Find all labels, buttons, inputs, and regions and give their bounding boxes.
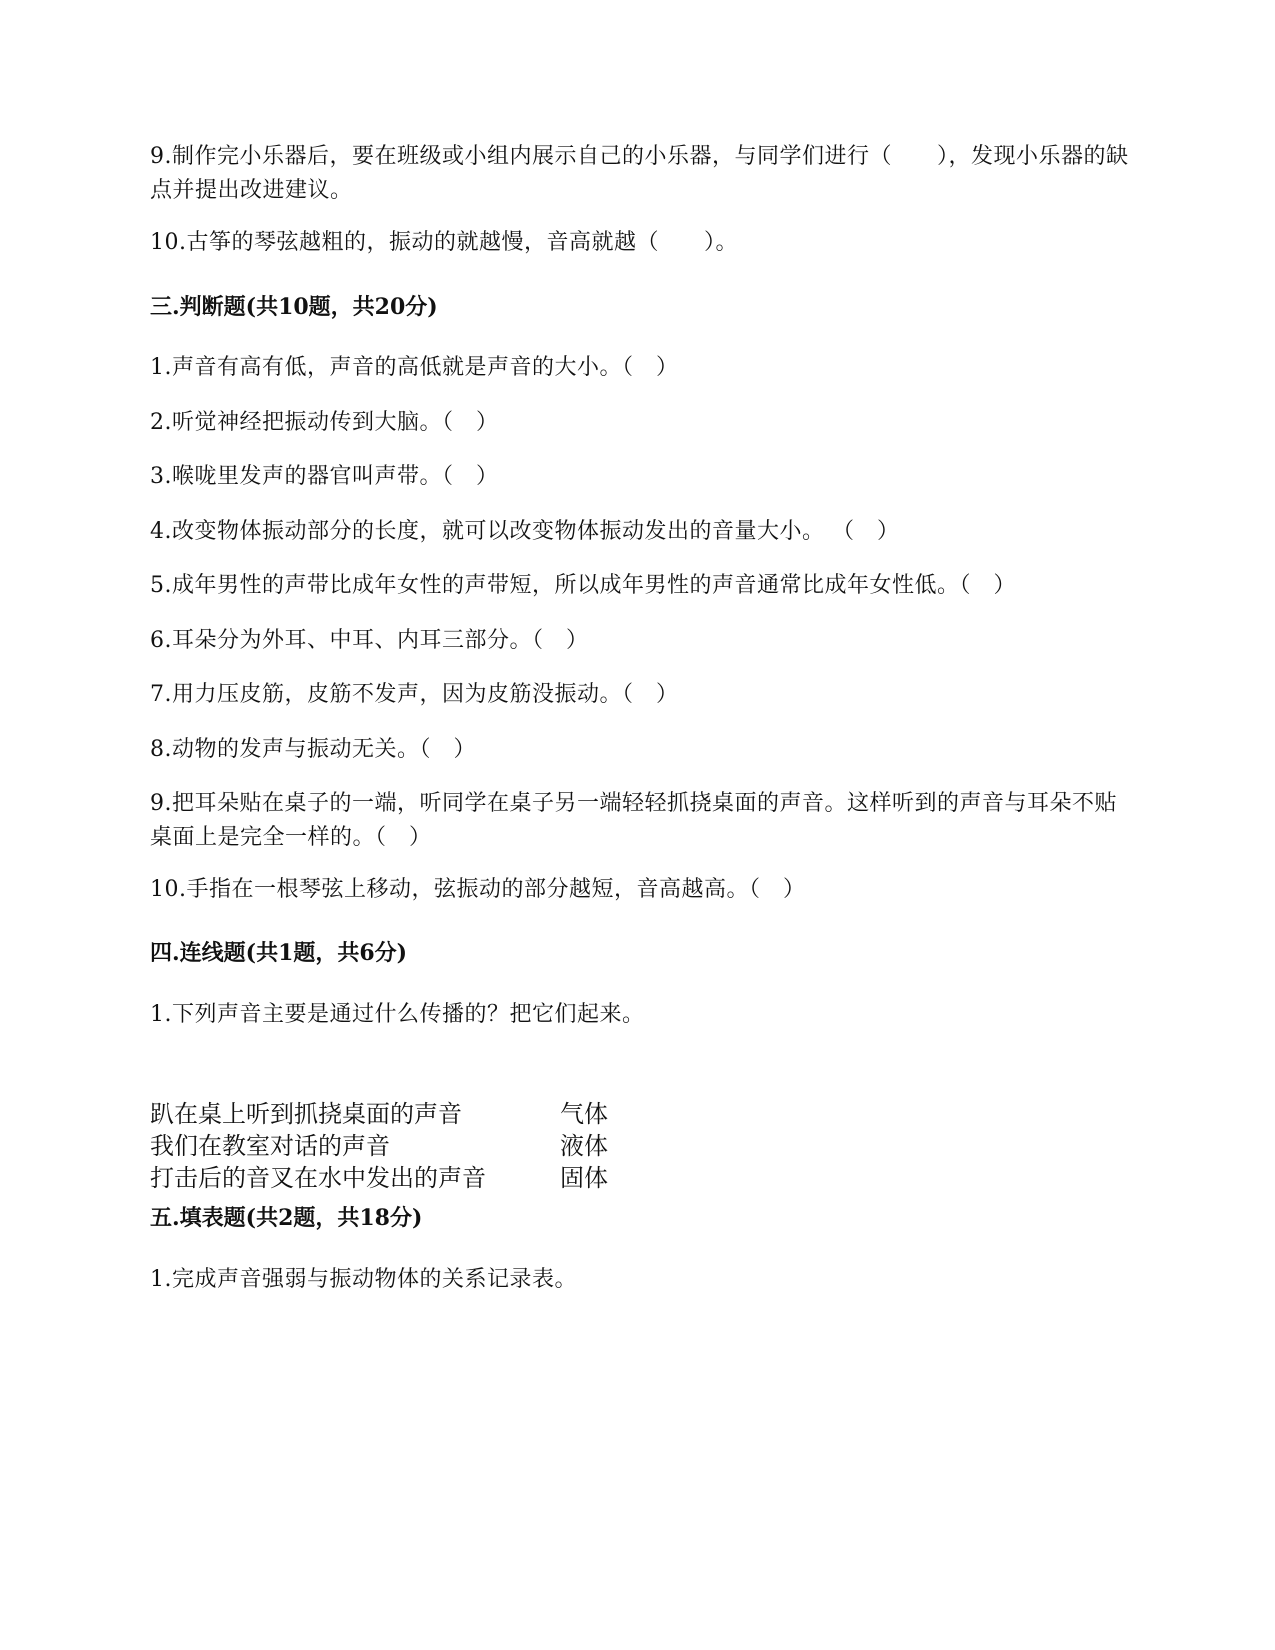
match-left-item: 打击后的音叉在水中发出的声音 xyxy=(150,1164,486,1192)
judge-question-3: 3.喉咙里发声的器官叫声带。（ ） xyxy=(150,464,499,489)
fill-question-9: 9.制作完小乐器后，要在班级或小组内展示自己的小乐器，与同学们进行（ ），发现小乐器的缺点并提出改进建议。 xyxy=(150,144,1129,203)
section-heading-judge: 三.判断题(共10题，共20分) xyxy=(150,294,438,320)
judge-question-5: 5.成年男性的声带比成年女性的声带短，所以成年男性的声音通常比成年女性低。（ ） xyxy=(150,573,1016,598)
judge-question-2: 2.听觉神经把振动传到大脑。（ ） xyxy=(150,410,499,435)
match-question-1: 1.下列声音主要是通过什么传播的？把它们起来。 xyxy=(150,1002,645,1027)
judge-question-1: 1.声音有高有低，声音的高低就是声音的大小。（ ） xyxy=(150,355,679,380)
match-right-item: 液体 xyxy=(560,1132,608,1160)
section-heading-match: 四.连线题(共1题，共6分) xyxy=(150,940,408,966)
judge-question-10: 10.手指在一根琴弦上移动，弦振动的部分越短，音高越高。（ ） xyxy=(150,877,806,902)
section-heading-table: 五.填表题(共2题，共18分) xyxy=(150,1205,423,1231)
table-question-1: 1.完成声音强弱与振动物体的关系记录表。 xyxy=(150,1267,577,1292)
match-right-item: 气体 xyxy=(560,1100,608,1128)
judge-question-9: 9.把耳朵贴在桌子的一端，听同学在桌子另一端轻轻抓挠桌面的声音。这样听到的声音与耳朵不贴桌面上是完全一样的。（ ） xyxy=(150,791,1117,850)
judge-question-4: 4.改变物体振动部分的长度，就可以改变物体振动发出的音量大小。 （ ） xyxy=(150,519,900,544)
judge-question-6: 6.耳朵分为外耳、中耳、内耳三部分。（ ） xyxy=(150,628,589,653)
match-left-item: 趴在桌上听到抓挠桌面的声音 xyxy=(150,1100,462,1128)
match-left-item: 我们在教室对话的声音 xyxy=(150,1132,390,1160)
judge-question-8: 8.动物的发声与振动无关。（ ） xyxy=(150,737,476,762)
judge-question-7: 7.用力压皮筋，皮筋不发声，因为皮筋没振动。（ ） xyxy=(150,682,679,707)
match-right-item: 固体 xyxy=(560,1164,608,1192)
fill-question-10: 10.古筝的琴弦越粗的，振动的就越慢，音高就越（ ）。 xyxy=(150,230,738,255)
